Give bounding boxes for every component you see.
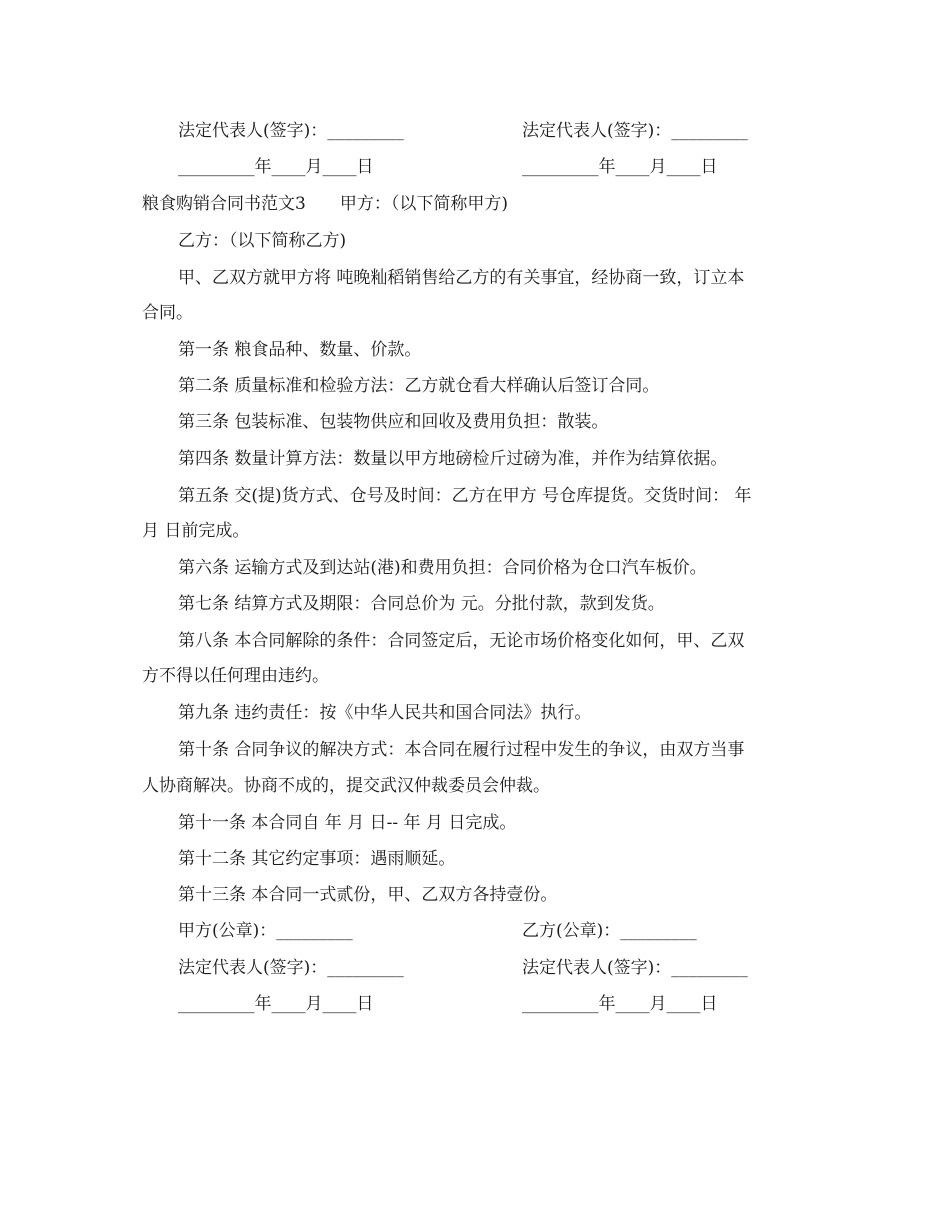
bottom-left-representative-signature: 法定代表人(签字)：_________: [178, 958, 404, 978]
article-2: 第二条 质量标准和检验方法：乙方就仓看大样确认后签订合同。: [178, 376, 660, 396]
top-left-representative-signature: 法定代表人(签字)：_________: [178, 121, 404, 141]
article-12: 第十二条 其它约定事项：遇雨顺延。: [178, 849, 456, 869]
party-a-seal-line: 甲方(公章)：_________: [178, 921, 353, 941]
article-5-line-1: 第五条 交(提)货方式、仓号及时间：乙方在甲方 号仓库提货。交货时间： 年: [178, 486, 752, 506]
article-1: 第一条 粮食品种、数量、价款。: [178, 340, 422, 360]
article-10-line-2: 人协商解决。协商不成的，提交武汉仲裁委员会仲裁。: [142, 776, 550, 796]
intro-paragraph-line-1: 甲、乙双方就甲方将 吨晚籼稻销售给乙方的有关事宜，经协商一致，订立本: [178, 268, 745, 288]
article-3: 第三条 包装标准、包装物供应和回收及费用负担：散装。: [178, 412, 609, 432]
bottom-right-representative-signature: 法定代表人(签字)：_________: [522, 958, 748, 978]
article-6: 第六条 运输方式及到达站(港)和费用负担：合同价格为仓口汽车板价。: [178, 558, 707, 578]
bottom-right-date-line: _________年____月____日: [522, 994, 718, 1014]
top-left-date-line: _________年____月____日: [178, 157, 374, 177]
party-b-seal-line: 乙方(公章)：_________: [522, 921, 697, 941]
bottom-left-date-line: _________年____月____日: [178, 994, 374, 1014]
article-5-line-2: 月 日前完成。: [142, 521, 250, 541]
article-10-line-1: 第十条 合同争议的解决方式：本合同在履行过程中发生的争议，由双方当事: [178, 740, 745, 760]
article-9: 第九条 违约责任：按《中华人民共和国合同法》执行。: [178, 703, 592, 723]
top-right-representative-signature: 法定代表人(签字)：_________: [522, 121, 748, 141]
party-b-line: 乙方：（以下简称乙方): [178, 231, 347, 251]
article-8-line-2: 方不得以任何理由违约。: [142, 666, 329, 686]
article-11: 第十一条 本合同自 年 月 日-- 年 月 日完成。: [178, 813, 517, 833]
top-right-date-line: _________年____月____日: [522, 157, 718, 177]
article-13: 第十三条 本合同一式贰份，甲、乙双方各持壹份。: [178, 885, 558, 905]
article-4: 第四条 数量计算方法：数量以甲方地磅检斤过磅为准，并作为结算依据。: [178, 449, 728, 469]
article-8-line-1: 第八条 本合同解除的条件：合同签定后，无论市场价格变化如何，甲、乙双: [178, 631, 745, 651]
contract-heading-and-party-a: 粮食购销合同书范文3 甲方：（以下简称甲方): [142, 194, 508, 214]
article-7: 第七条 结算方式及期限：合同总价为 元。分批付款，款到发货。: [178, 594, 665, 614]
intro-paragraph-line-2: 合同。: [142, 303, 193, 323]
